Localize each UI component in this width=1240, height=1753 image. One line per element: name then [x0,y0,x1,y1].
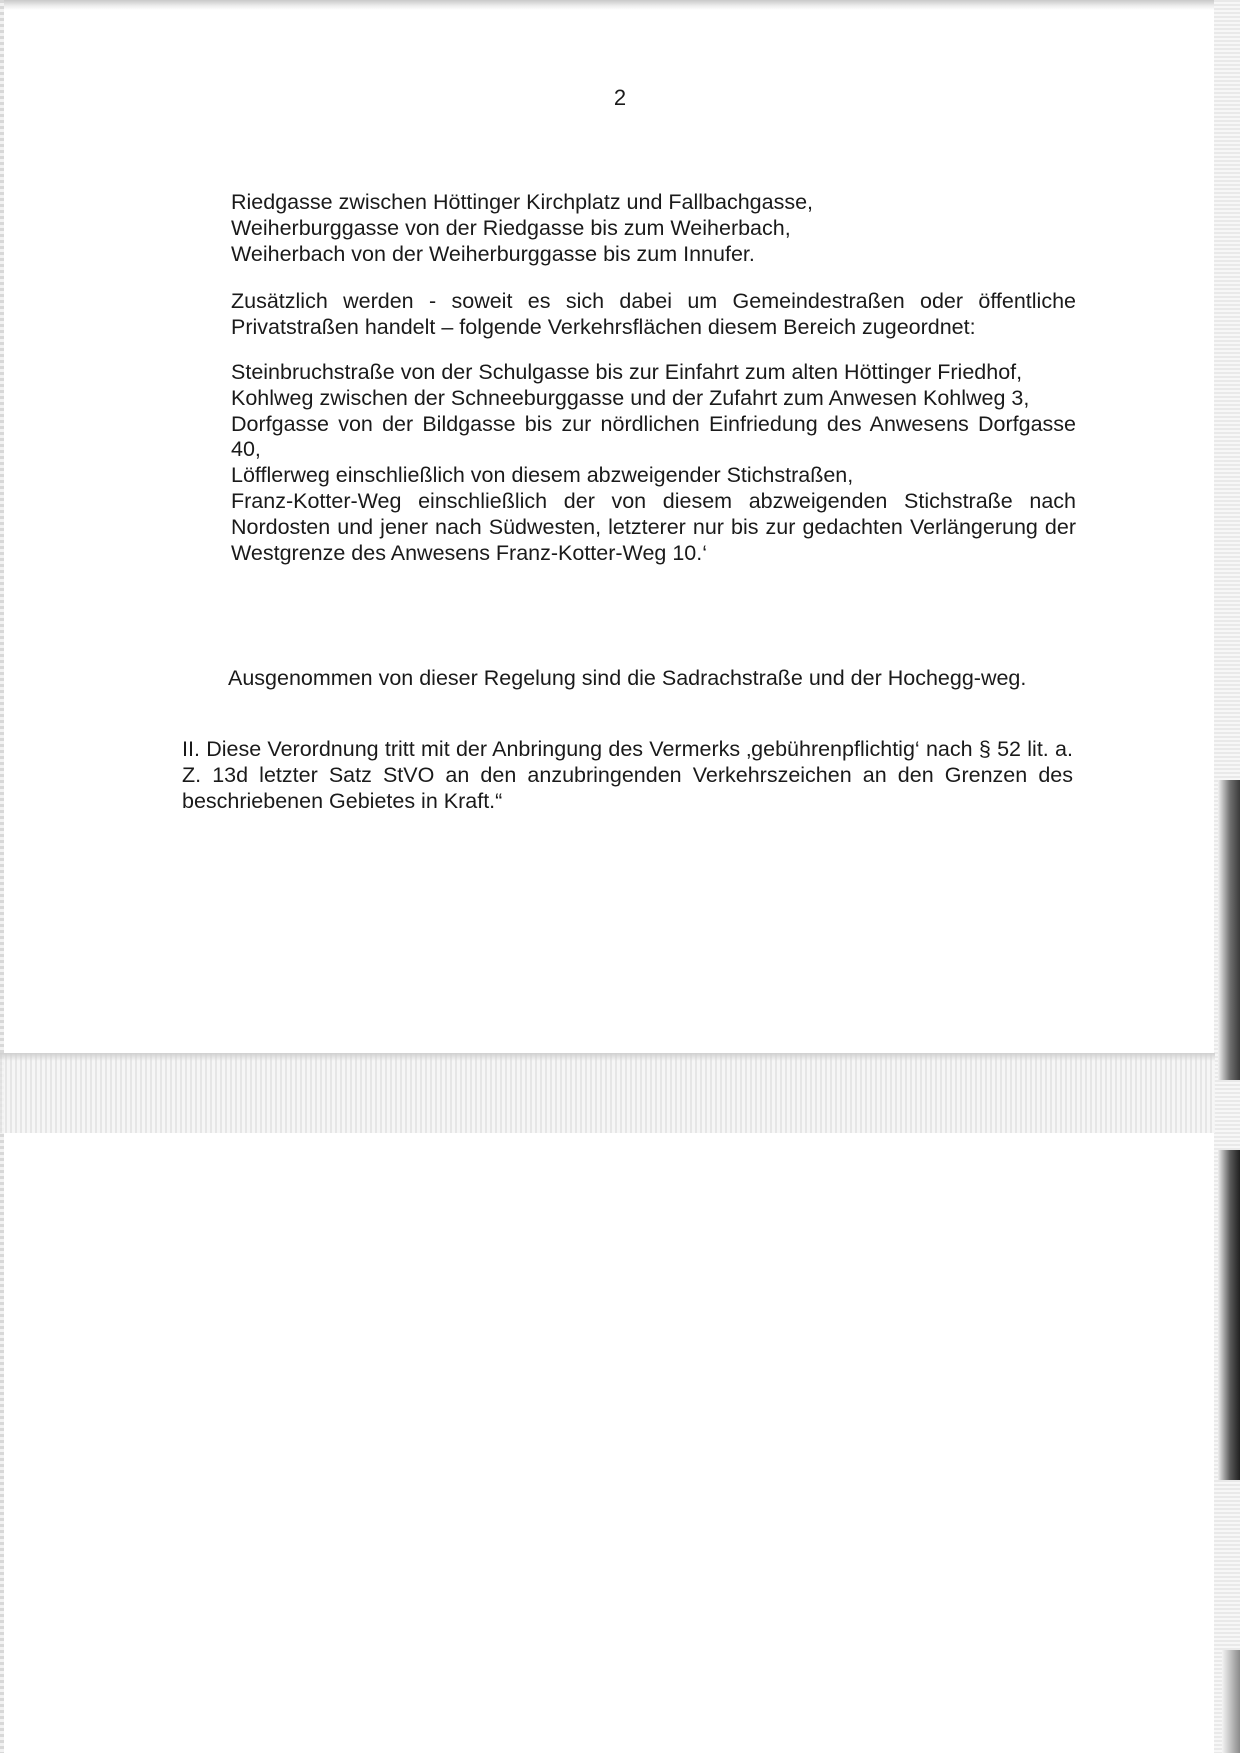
additional-streets-paragraph: Zusätzlich werden - soweit es sich dabei um Gemeindestraßen oder öffentliche Privatstraßen handelt – folgende Verkehrsflächen diesem Bereich zugeordnet: [231,289,1076,339]
scan-band [0,1053,1215,1133]
scan-shadow-top [0,0,1240,10]
street-line: Weiherbach von der Weiherburggasse bis zum Innufer. [231,241,755,266]
streets-intro-list [231,190,1081,267]
street-entry: Löfflerweg einschließlich von diesem abzweigender Stichstraßen, [231,463,854,488]
street-entries [231,360,1076,566]
scan-shadow-right-3 [1222,1650,1240,1753]
exception-paragraph: Ausgenommen von dieser Regelung sind die Sadrachstraße und der Hochegg-weg. [228,666,1027,690]
street-line: Riedgasse zwischen Höttinger Kirchplatz und Fallbachgasse, [231,190,814,214]
scan-shadow-right-1 [1218,780,1240,1080]
page-number: 2 [613,85,627,110]
scan-band-edge [0,1053,1215,1061]
street-entry: Steinbruchstraße von der Schulgasse bis zur Einfahrt zum alten Höttinger Friedhof, [231,360,1023,384]
section-ii-paragraph: II. Diese Verordnung tritt mit der Anbringung des Vermerks ‚gebührenpflichtig‘ nach § 52 lit. a. Z. 13d letzter Satz StVO an den anzubringenden Verkehrszeichen an den Grenzen des beschriebenen Gebietes in Kraft.“ [182,737,1073,813]
scan-edge-left [0,0,4,1753]
street-entry: Kohlweg zwischen der Schneeburggasse und der Zufahrt zum Anwesen Kohlweg 3, [231,385,1030,410]
street-entry: Dorfgasse von der Bildgasse bis zur nördlichen Einfriedung des Anwesens Dorfgasse 40, [231,411,1076,462]
street-line: Weiherburggasse von der Riedgasse bis zum Weiherbach, [231,215,791,240]
street-entry: Franz-Kotter-Weg einschließlich der von diesem abzweigenden Stichstraße nach Nordosten und jener nach Südwesten, letzterer nur bis zur gedachten Verlängerung der Westgrenze des Anwesens Franz-Kotter-Weg 10.‘ [231,488,1076,565]
scan-shadow-right-2 [1218,1150,1240,1480]
